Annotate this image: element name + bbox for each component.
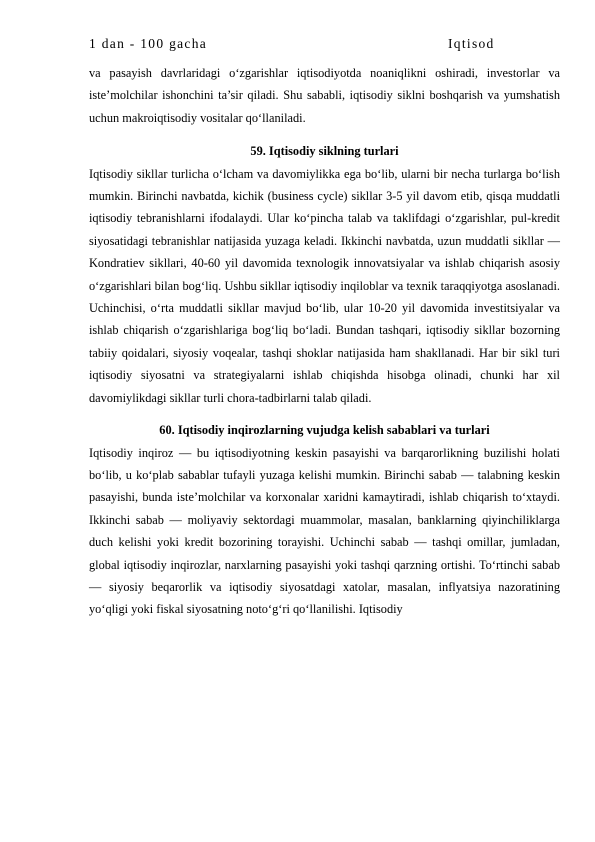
section-heading-60: 60. Iqtisodiy inqirozlarning vujudga kelish sabablari va turlari — [159, 423, 490, 438]
header-subject-label: Iqtisod — [448, 36, 495, 51]
section-body-60: Iqtisodiy inqiroz — bu iqtisodiyotning keskin pasayishi va barqarorlikning buzilishi holati bo‘lib, u ko‘plab sabablar tufayli yuzaga kelishi mumkin. Birinchi sabab — talabning keskin pasayishi, bunda iste’molchilar va korxonalar xaridni kamaytiradi, ishlab chiqarish to‘xtaydi. Ikkinchi sabab — moliyaviy sektordagi muammolar, masalan, banklarning qiyinchiliklarga duch kelishi yoki kredit bozorining torayishi. Uchinchi sabab — tashqi omillar, jumladan, global iqtisodiy inqirozlar, narxlarning pasayishi yoki tashqi qarzning ortishi. To‘rtinchi sabab — siyosiy beqarorlik va iqtisodiy siyosatdagi xatolar, masalan, inflyatsiya nazoratining yo‘qligi yoki fiskal siyosatning noto‘g‘ri qo‘llanilishi. Iqtisodiy — [89, 445, 560, 617]
section-spacer — [89, 409, 560, 419]
page-header — [89, 36, 509, 56]
document-body — [89, 62, 560, 621]
header-range-label: 1 dan - 100 gacha — [89, 36, 208, 51]
section-spacer — [89, 129, 560, 140]
section-heading-59: 59. Iqtisodiy siklning turlari — [250, 144, 399, 159]
intro-paragraph: va pasayish davrlaridagi o‘zgarishlar iqtisodiyotda noaniqlikni oshiradi, investorlar va iste’molchilar ishonchini ta’sir qiladi. Shu sababli, iqtisodiy siklni boshqarish va yumshatish uchun makroiqtisodiy vositalar qo‘llaniladi. — [89, 66, 560, 125]
section-body-59: Iqtisodiy sikllar turlicha o‘lcham va davomiylikka ega bo‘lib, ularni bir necha turlarga bo‘lish mumkin. Birinchi navbatda, kichik (business cycle) sikllar 3-5 yil davom etib, qisqa muddatli iqtisodiy tebranishlarni ifodalaydi. Ular ko‘pincha talab va taklifdagi o‘zgarishlar, pul-kredit siyosatidagi tebranishlar natijasida yuzaga keladi. Ikkinchi navbatda, uzun muddatli sikllar — Kondratiev sikllari, 40-60 yil davomida texnologik innovatsiyalar va ishlab chiqarish asosiy o‘zgarishlari bilan bog‘liq. Ushbu sikllar iqtisodiy inqiloblar va texnik taraqqiyotga asoslanadi. Uchinchisi, o‘rta muddatli sikllar mavjud bo‘lib, ular 10-20 yil davomida investitsiyalar va ishlab chiqarish o‘zgarishlariga bog‘liq bo‘ladi. Bundan tashqari, iqtisodiy sikllar bozorning tabiiy qoidalari, siyosiy voqealar, tashqi shoklar natijasida ham shakllanadi. Har bir sikl turi iqtisodiy siyosatni va strategiyalarni ishlab chiqishda hisobga olinadi, chunki har xil davomiylikdagi sikllar turli chora-tadbirlarni talab qiladi. — [89, 166, 560, 405]
